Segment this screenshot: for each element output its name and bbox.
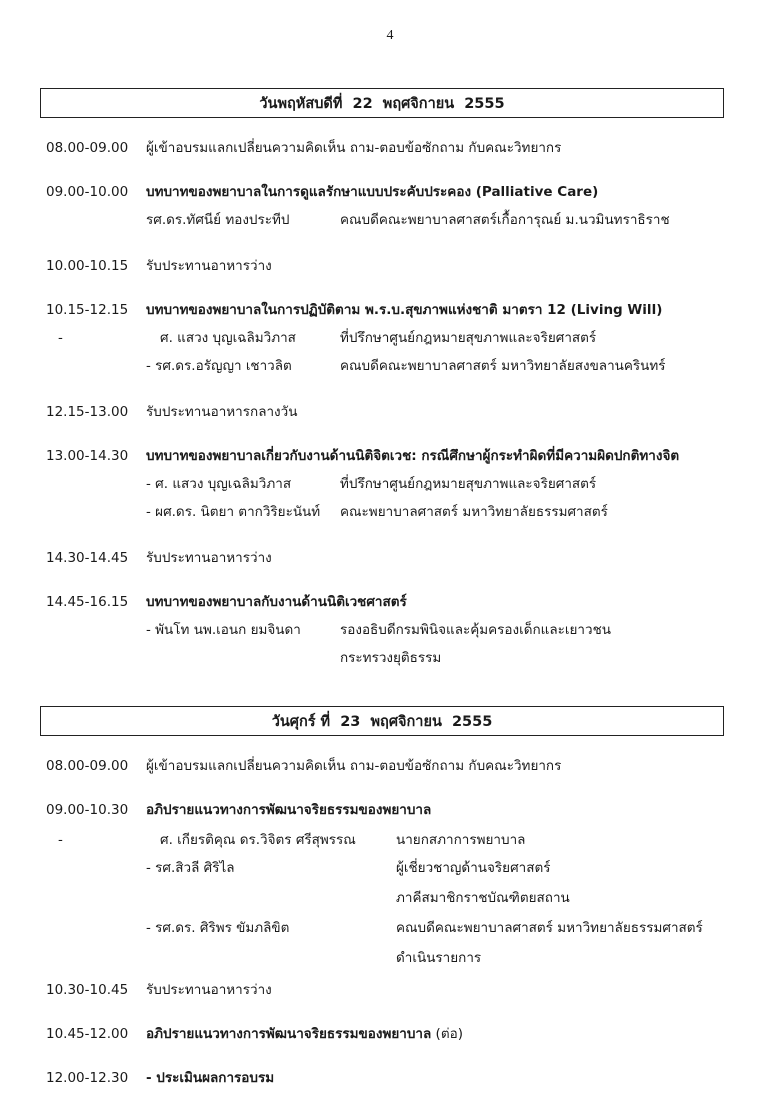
speaker-role: คณบดีคณะพยาบาลศาสตร์ มหาวิทยาลัยสงขลานครินทร์ — [340, 358, 666, 374]
session-title: บทบาทของพยาบาลในการดูแลรักษาแบบประคับประคอง (Palliative Care) — [146, 184, 599, 200]
session-title: บทบาทของพยาบาลในการปฏิบัติตาม พ.ร.บ.สุขภาพแห่งชาติ มาตรา 12 (Living Will) — [146, 302, 663, 318]
session-title: บทบาทของพยาบาลเกี่ยวกับงานด้านนิติจิตเวช: กรณีศึกษาผู้กระทำผิดที่มีความผิดปกติทางจิต — [146, 448, 680, 464]
session-title: อภิปรายแนวทางการพัฒนาจริยธรรมของพยาบาล — [146, 802, 432, 818]
speaker-role: คณบดีคณะพยาบาลศาสตร์เกื้อการุณย์ ม.นวมินทราธิราช — [340, 212, 670, 228]
speaker-role: ที่ปรึกษาศูนย์กฎหมายสุขภาพและจริยศาสตร์ — [340, 476, 597, 492]
bullet-dash: - — [58, 330, 63, 346]
speaker-role: ผู้เชี่ยวชาญด้านจริยศาสตร์ — [396, 860, 551, 876]
session-title-suffix: (ต่อ) — [431, 1026, 463, 1042]
speaker-name: ศ. แสวง บุญเฉลิมวิภาส — [160, 330, 296, 346]
session-time: 14.45-16.15 — [46, 594, 129, 610]
speaker-role: ดำเนินรายการ — [396, 950, 482, 966]
speaker-role: คณะพยาบาลศาสตร์ มหาวิทยาลัยธรรมศาสตร์ — [340, 504, 608, 520]
session-title: รับประทานอาหารว่าง — [146, 550, 272, 566]
speaker-role: กระทรวงยุติธรรม — [340, 650, 442, 666]
speaker-name: - รศ.ดร.อรัญญา เชาวลิต — [146, 358, 292, 374]
session-time: 14.30-14.45 — [46, 550, 129, 566]
day-header-thursday: วันพฤหัสบดีที่ 22 พฤศจิกายน 2555 — [40, 88, 724, 118]
session-title: ผู้เข้าอบรมแลกเปลี่ยนความคิดเห็น ถาม-ตอบข้อซักถาม กับคณะวิทยากร — [146, 758, 562, 774]
speaker-name: - พันโท นพ.เอนก ยมจินดา — [146, 622, 301, 638]
session-time: 10.00-10.15 — [46, 258, 129, 274]
speaker-role: ที่ปรึกษาศูนย์กฎหมายสุขภาพและจริยศาสตร์ — [340, 330, 597, 346]
session-time: 12.15-13.00 — [46, 404, 129, 420]
session-title: อภิปรายแนวทางการพัฒนาจริยธรรมของพยาบาล — [146, 1026, 432, 1042]
session-time: 12.00-12.30 — [46, 1070, 129, 1086]
session-time: 08.00-09.00 — [46, 758, 129, 774]
speaker-name: - รศ.ดร. ศิริพร ขัมภลิขิต — [146, 920, 290, 936]
speaker-name: - ผศ.ดร. นิตยา ตากวิริยะนันท์ — [146, 504, 321, 520]
session-title: - ประเมินผลการอบรม — [146, 1070, 275, 1086]
speaker-name: รศ.ดร.ทัศนีย์ ทองประทีป — [146, 212, 290, 228]
speaker-name: - รศ.สิวลี ศิริไล — [146, 860, 235, 876]
speaker-role: รองอธิบดีกรมพินิจและคุ้มครองเด็กและเยาวชน — [340, 622, 611, 638]
session-time: 10.15-12.15 — [46, 302, 129, 318]
session-title: บทบาทของพยาบาลกับงานด้านนิติเวชศาสตร์ — [146, 594, 407, 610]
speaker-role: นายกสภาการพยาบาล — [396, 832, 526, 848]
session-time: 13.00-14.30 — [46, 448, 129, 464]
bullet-dash: - — [58, 832, 63, 848]
session-title: ผู้เข้าอบรมแลกเปลี่ยนความคิดเห็น ถาม-ตอบข้อซักถาม กับคณะวิทยากร — [146, 140, 562, 156]
speaker-role: ภาคีสมาชิกราชบัณฑิตยสถาน — [396, 890, 570, 906]
session-time: 09.00-10.30 — [46, 802, 129, 818]
session-title: รับประทานอาหารกลางวัน — [146, 404, 298, 420]
session-title: รับประทานอาหารว่าง — [146, 982, 272, 998]
session-time: 10.45-12.00 — [46, 1026, 129, 1042]
session-title-row — [146, 1024, 463, 1044]
session-time: 08.00-09.00 — [46, 140, 129, 156]
session-title: รับประทานอาหารว่าง — [146, 258, 272, 274]
page-number: 4 — [386, 28, 394, 43]
day-header-friday: วันศุกร์ ที่ 23 พฤศจิกายน 2555 — [40, 706, 724, 736]
speaker-role: คณบดีคณะพยาบาลศาสตร์ มหาวิทยาลัยธรรมศาสตร์ — [396, 920, 703, 936]
session-time: 09.00-10.00 — [46, 184, 129, 200]
speaker-name: ศ. เกียรติคุณ ดร.วิจิตร ศรีสุพรรณ — [160, 832, 356, 848]
speaker-name: - ศ. แสวง บุญเฉลิมวิภาส — [146, 476, 292, 492]
session-time: 10.30-10.45 — [46, 982, 129, 998]
